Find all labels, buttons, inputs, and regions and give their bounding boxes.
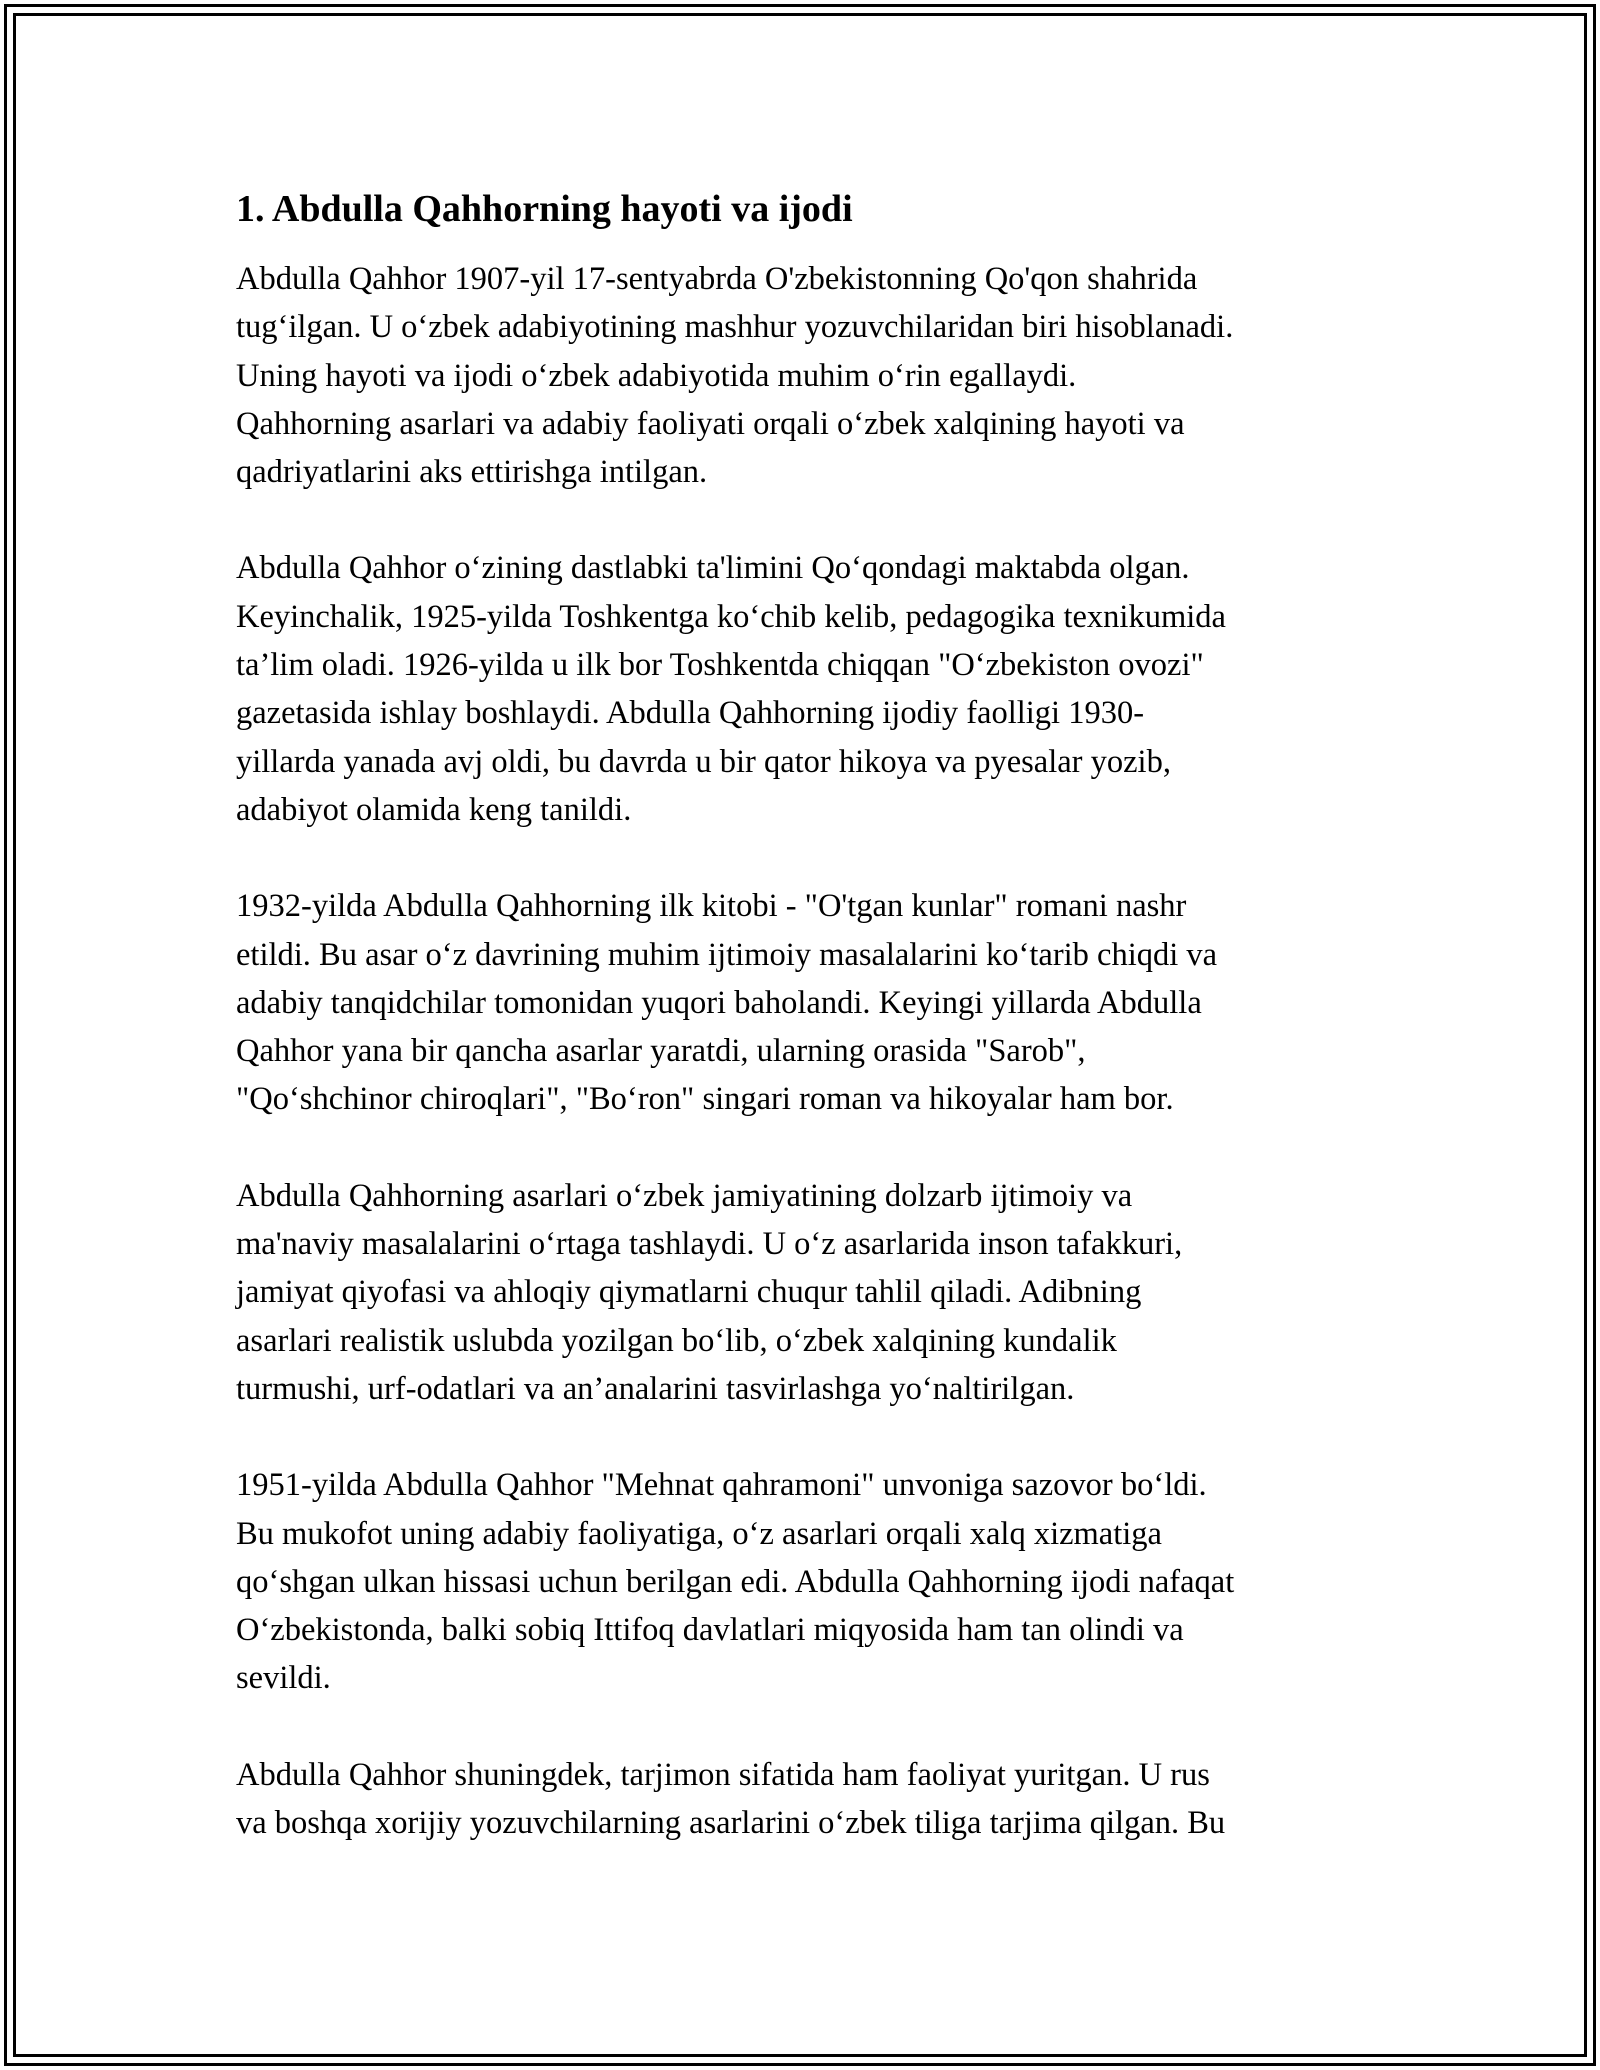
- paragraph-birth: Abdulla Qahhor 1907-yil 17-sentyabrda O'zbekistonning Qo'qon shahrida tug‘ilgan. U o‘zbek adabiyotining mashhur yozuvchilaridan biri hisoblanadi. Uning hayoti va ijodi o‘zbek adabiyotida muhim o‘rin egallaydi. Qahhorning asarlari va adabiy faoliyati orqali o‘zbek xalqining hayoti va qadriyatlarini aks ettirishga intilgan.: [236, 261, 1234, 491]
- page-title: 1. Abdulla Qahhorning hayoti va ijodi: [236, 188, 853, 230]
- paragraph-themes: Abdulla Qahhorning asarlari o‘zbek jamiyatining dolzarb ijtimoiy va ma'naviy masalalarini o‘rtaga tashlaydi. U o‘z asarlarida inson tafakkuri, jamiyat qiyofasi va ahloqiy qiymatlarni chuqur tahlil qiladi. Adibning asarlari realistik uslubda yozilgan bo‘lib, o‘zbek xalqining kundalik turmushi, urf-odatlari va an’analarini tasvirlashga yo‘naltirilgan.: [236, 1177, 1183, 1407]
- paragraph-first-book: 1932-yilda Abdulla Qahhorning ilk kitobi - "O'tgan kunlar" romani nashr etildi. Bu asar o‘z davrining muhim ijtimoiy masalalarini ko‘tarib chiqdi va adabiy tanqidchilar tomonidan yuqori baholandi. Keyingi yillarda Abdulla Qahhor yana bir qancha asarlar yaratdi, ularning orasida "Sarob", "Qo‘shchinor chiroqlari", "Bo‘ron" singari roman va hikoyalar ham bor.: [236, 888, 1218, 1118]
- document-body: [236, 185, 1372, 1895]
- paragraph-award: 1951-yilda Abdulla Qahhor "Mehnat qahramoni" unvoniga sazovor bo‘ldi. Bu mukofot uning adabiy faoliyatiga, o‘z asarlari orqali xalq xizmatiga qo‘shgan ulkan hissasi uchun berilgan edi. Abdulla Qahhorning ijodi nafaqat O‘zbekistonda, balki sobiq Ittifoq davlatlari miqyosida ham tan olindi va sevildi.: [236, 1467, 1235, 1697]
- paragraph-education: Abdulla Qahhor o‘zining dastlabki ta'limini Qo‘qondagi maktabda olgan. Keyinchalik, 1925-yilda Toshkentga ko‘chib kelib, pedagogika texnikumida ta’lim oladi. 1926-yilda u ilk bor Toshkentda chiqqan "O‘zbekiston ovozi" gazetasida ishlay boshlaydi. Abdulla Qahhorning ijodiy faolligi 1930- yillarda yanada avj oldi, bu davrda u bir qator hikoya va pyesalar yozib, adabiyot olamida keng tanildi.: [236, 550, 1226, 828]
- paragraph-translation: Abdulla Qahhor shuningdek, tarjimon sifatida ham faoliyat yuritgan. U rus va boshqa xorijiy yozuvchilarning asarlarini o‘zbek tiliga tarjima qilgan. Bu: [236, 1756, 1226, 1842]
